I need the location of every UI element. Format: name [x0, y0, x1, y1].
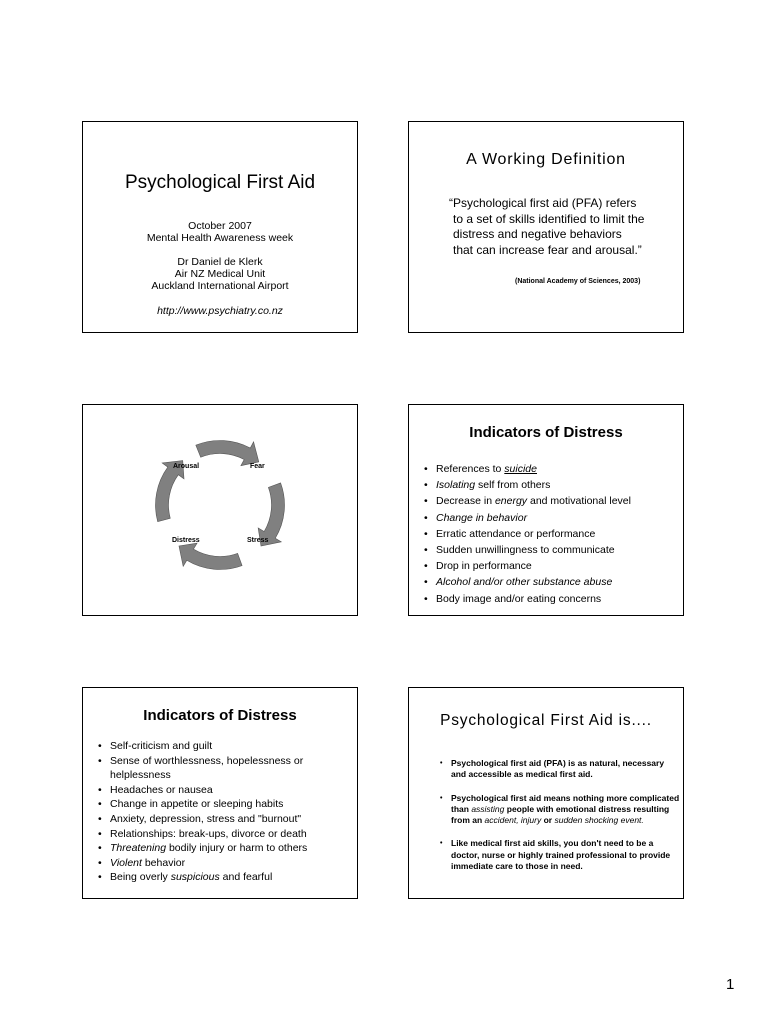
citation: (National Academy of Sciences, 2003)	[515, 278, 641, 285]
pfa-item: • Psychological first aid (PFA) is as natural, necessary and accessible as medical first aid.	[440, 758, 680, 781]
indicator-item: • Relationships: break-ups, divorce or death	[98, 827, 353, 842]
indicator-item: • Anxiety, depression, stress and "burnout"	[98, 812, 353, 827]
cycle-diagram	[83, 405, 357, 615]
slide-pfa-is	[408, 687, 684, 899]
slide-cycle-diagram	[82, 404, 358, 616]
indicator-item: • Self-criticism and guilt	[98, 739, 353, 754]
indicator-item: • Headaches or nausea	[98, 783, 353, 798]
author-text: Dr Daniel de Klerk	[177, 256, 263, 268]
slide-4-title: Indicators of Distress	[469, 424, 623, 441]
arousal-label: Arousal	[173, 463, 200, 470]
slide-1-title: Psychological First Aid	[124, 172, 316, 193]
website-link[interactable]: http://www.psychiatry.co.nz	[157, 305, 283, 317]
quote-line: to a set of skills identified to limit the	[453, 211, 645, 226]
fear-label: Fear	[250, 463, 265, 470]
slide-indicators-1	[408, 404, 684, 616]
page-number: 1	[726, 976, 735, 993]
date-text: October 2007	[188, 220, 252, 232]
quote-line: “Psychological first aid (PFA) refers	[449, 196, 637, 210]
indicator-item: • Decrease in energy and motivational level	[424, 493, 679, 509]
indicator-item: • Alcohol and/or other substance abuse	[424, 574, 679, 590]
definition-quote	[449, 196, 679, 258]
slide-5-title: Indicators of Distress	[143, 707, 297, 724]
unit-text: Air NZ Medical Unit	[174, 268, 266, 280]
event-info	[83, 220, 357, 244]
location-text: Auckland International Airport	[151, 280, 289, 292]
slide-definition	[408, 121, 684, 333]
indicator-item: • Body image and/or eating concerns	[424, 591, 679, 607]
indicator-item: • Threatening bodily injury or harm to others	[98, 841, 353, 856]
cycle-arrow-icon	[196, 441, 259, 466]
quote-line: that can increase fear and arousal.”	[453, 242, 642, 257]
slide-indicators-2	[82, 687, 358, 899]
distress-label: Distress	[172, 537, 200, 544]
author-info	[83, 256, 357, 292]
indicator-item: • Isolating self from others	[424, 477, 679, 493]
indicator-item: • Change in appetite or sleeping habits	[98, 797, 353, 812]
quote-line: distress and negative behaviors	[453, 227, 622, 241]
pfa-item: • Like medical first aid skills, you don't need to be a doctor, nurse or highly trained professional to provide immediate care to those in need.	[440, 838, 680, 872]
stress-label: Stress	[247, 537, 269, 544]
slide-6-title: Psychological First Aid is....	[440, 712, 652, 729]
indicator-list	[98, 739, 353, 885]
pfa-list	[440, 758, 680, 884]
slide-title	[82, 121, 358, 333]
indicator-item: • Sense of worthlessness, hopelessness or helplessness	[98, 754, 353, 783]
indicator-list	[424, 461, 679, 607]
cycle-arrow-icon	[179, 543, 242, 569]
indicator-item: • Violent behavior	[98, 856, 353, 871]
indicator-item: • Drop in performance	[424, 558, 679, 574]
indicator-item: • Erratic attendance or performance	[424, 526, 679, 542]
pfa-item: • Psychological first aid means nothing more complicated than assisting people with emotional distress resulting from an accident, injury or sudden shocking event.	[440, 793, 680, 827]
slide-2-title: A Working Definition	[466, 151, 626, 168]
cycle-arrows	[156, 441, 285, 570]
indicator-item: • Being overly suspicious and fearful	[98, 870, 353, 885]
indicator-item: • Change in behavior	[424, 510, 679, 526]
indicator-item: • References to suicide	[424, 461, 679, 477]
indicator-item: • Sudden unwillingness to communicate	[424, 542, 679, 558]
event-text: Mental Health Awareness week	[146, 232, 294, 244]
